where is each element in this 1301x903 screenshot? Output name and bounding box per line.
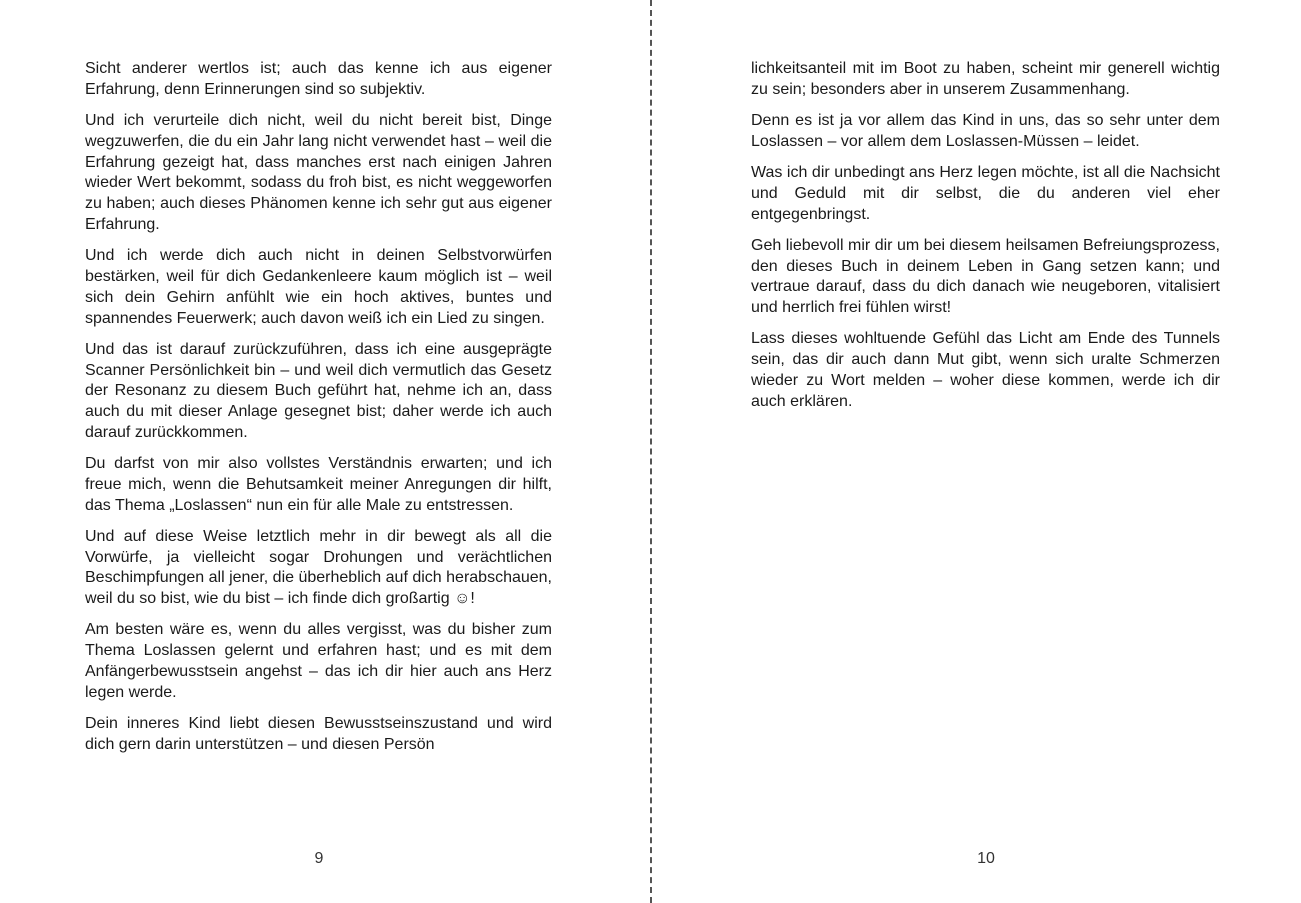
paragraph: Geh liebevoll mir dir um bei diesem heilsamen Befreiungsprozess, den dieses Buch in deinem Leben in Gang setzen kann; und vertraue darauf, dass du dich danach wie neugeboren, vitalisiert und herrlich frei fühlen wirst! [751, 236, 1220, 317]
paragraph: Und ich werde dich auch nicht in deinen Selbstvorwürfen bestärken, weil für dich Gedankenleere kaum möglich ist – weil sich dein Gehirn anfühlt wie ein hoch aktives, buntes und spannendes Feuerwerk; auch davon weiß ich ein Lied zu singen. [85, 247, 552, 327]
paragraph: lichkeitsanteil mit im Boot zu haben, scheint mir generell wichtig zu sein; besonders aber in unserem Zusammenhang. [751, 60, 1220, 98]
page-number: 10 [977, 850, 995, 867]
paragraph: Du darfst von mir also vollstes Verständnis erwarten; und ich freue mich, wenn die Behutsamkeit meiner Anregungen dir hilft, das Thema „Loslassen“ nun ein für alle Male zu entstressen. [85, 455, 552, 514]
page-number: 9 [314, 850, 324, 867]
paragraph: Am besten wäre es, wenn du alles vergisst, was du bisher zum Thema Loslassen gelernt und erfahren hast; und es mit dem Anfängerbewusstsein angehst – das ich dir hier auch ans Herz legen werde. [85, 621, 552, 701]
paragraph: Und auf diese Weise letztlich mehr in dir bewegt als all die Vorwürfe, ja vielleicht sogar Drohungen und verächtlichen Beschimpfungen all jener, die überheblich auf dich herabschauen, weil du so bist, wie du bist – ich finde dich großartig ☺! [85, 527, 552, 608]
paragraph: Und das ist darauf zurückzuführen, dass ich eine ausgeprägte Scanner Persönlichkeit bin – und weil dich vermutlich das Gesetz der Resonanz zu diesem Buch geführt hat, nehme ich an, dass auch du mit dieser Anlage gesegnet bist; daher werde ich auch darauf zurückkommen. [85, 340, 552, 441]
left-page [0, 0, 650, 903]
paragraph: Was ich dir unbedingt ans Herz legen möchte, ist all die Nachsicht und Geduld mit dir selbst, die du anderen viel eher entgegenbringst. [751, 163, 1220, 223]
paragraph: Lass dieses wohltuende Gefühl das Licht am Ende des Tunnels sein, das dir auch dann Mut gibt, wenn sich uralte Schmerzen wieder zu Wort melden – woher diese kommen, werde ich dir auch erklären. [751, 330, 1220, 410]
paragraph: Denn es ist ja vor allem das Kind in uns, das so sehr unter dem Loslassen – vor allem dem Loslassen-Müssen – leidet. [751, 111, 1220, 150]
paragraph: Dein inneres Kind liebt diesen Bewusstseinszustand und wird dich gern darin unterstützen – und diesen Persön [85, 715, 552, 753]
left-page-text [85, 59, 552, 766]
right-page-text [751, 59, 1220, 423]
paragraph: Sicht anderer wertlos ist; auch das kenne ich aus eigener Erfahrung, denn Erinnerungen sind so subjektiv. [85, 60, 552, 98]
right-page [652, 0, 1301, 903]
paragraph: Und ich verurteile dich nicht, weil du nicht bereit bist, Dinge wegzuwerfen, die du ein Jahr lang nicht verwendet hast – weil die Erfahrung gezeigt hat, dass manches erst nach einigen Jahren wieder Wert bekommt, sodass du froh bist, es nicht weggeworfen zu haben; auch dieses Phänomen kenne ich sehr gut aus eigener Erfahrung. [85, 111, 552, 233]
